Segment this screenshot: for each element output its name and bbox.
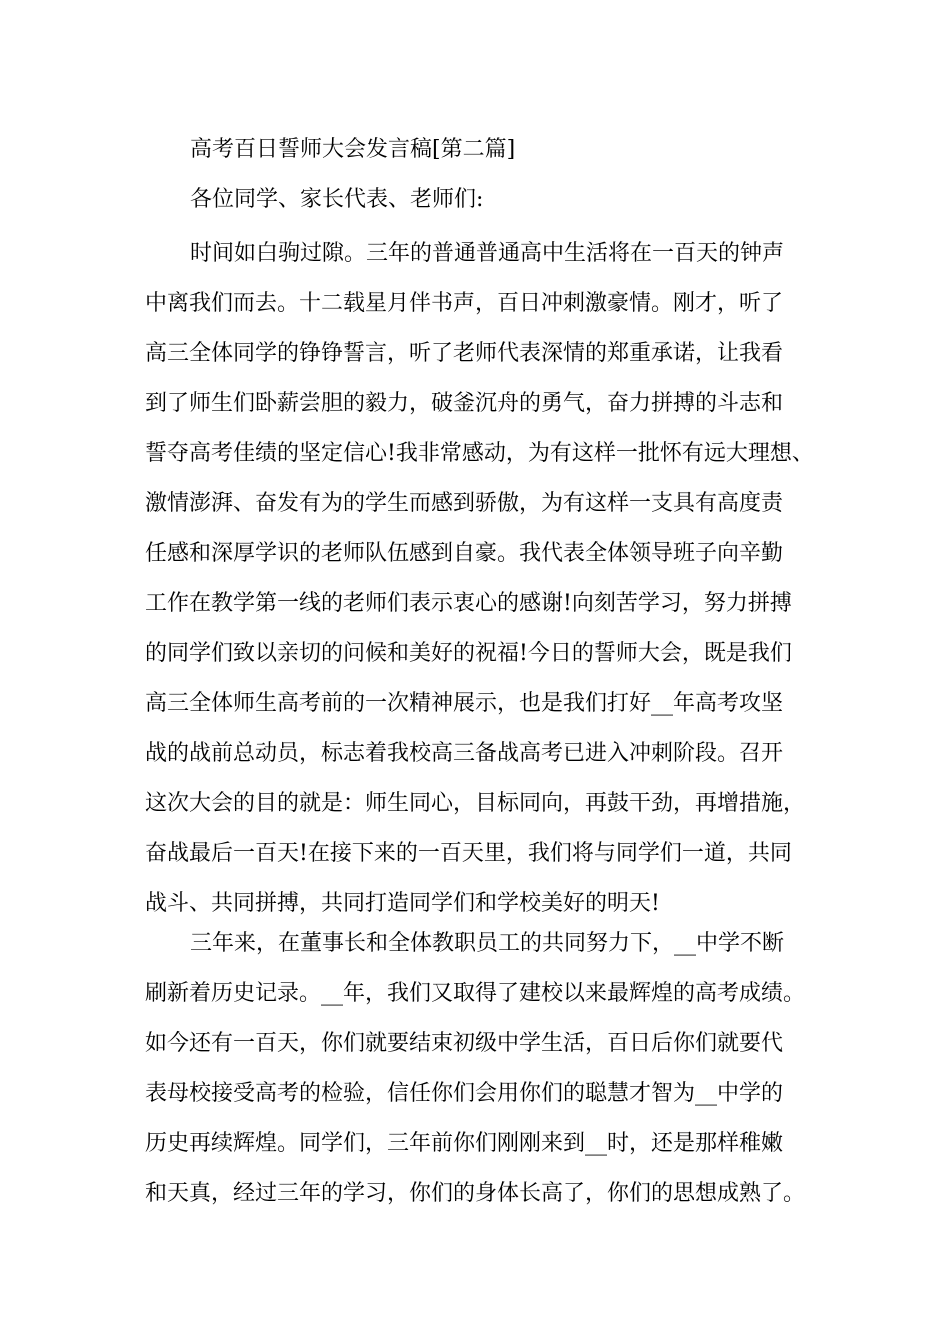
text-line: 表母校接受高考的检验，信任你们会用你们的聪慧才智为__中学的	[145, 1081, 784, 1106]
text-line: 任感和深厚学识的老师队伍感到自豪。我代表全体领导班子向辛勤	[145, 541, 784, 566]
document-title: 高考百日誓师大会发言稿[第二篇]	[190, 137, 516, 162]
text-line: 的同学们致以亲切的问候和美好的祝福!今日的誓师大会，既是我们	[145, 641, 792, 666]
text-line: 这次大会的目的就是：师生同心，目标同向，再鼓干劲，再增措施，	[145, 791, 806, 816]
text-line: 誓夺高考佳绩的坚定信心!我非常感动，为有这样一批怀有远大理想、	[145, 441, 814, 466]
text-line: 高三全体同学的铮铮誓言，听了老师代表深情的郑重承诺，让我看	[145, 341, 784, 366]
paragraph-2	[145, 919, 825, 1219]
text-line: 刷新着历史记录。__年，我们又取得了建校以来最辉煌的高考成绩。	[145, 981, 806, 1006]
text-line: 战的战前总动员，标志着我校高三备战高考已进入冲刺阶段。召开	[145, 741, 784, 766]
text-line: 和天真，经过三年的学习，你们的身体长高了，你们的思想成熟了。	[145, 1181, 806, 1206]
text-line: 高三全体师生高考前的一次精神展示，也是我们打好__年高考攻坚	[145, 691, 784, 716]
text-line: 三年来，在董事长和全体教职员工的共同努力下，__中学不断	[190, 931, 785, 956]
text-line: 如今还有一百天，你们就要结束初级中学生活，百日后你们就要代	[145, 1031, 784, 1056]
salutation: 各位同学、家长代表、老师们:	[190, 187, 484, 212]
text-line: 历史再续辉煌。同学们，三年前你们刚刚来到__时，还是那样稚嫩	[145, 1131, 784, 1156]
text-line: 战斗、共同拼搏，共同打造同学们和学校美好的明天!	[145, 891, 660, 916]
text-line: 时间如白驹过隙。三年的普通普通高中生活将在一百天的钟声	[190, 241, 785, 266]
text-line: 中离我们而去。十二载星月伴书声，百日冲刺激豪情。刚才，听了	[145, 291, 784, 316]
text-line: 激情澎湃、奋发有为的学生而感到骄傲，为有这样一支具有高度责	[145, 491, 784, 516]
text-line: 到了师生们卧薪尝胆的毅力，破釜沉舟的勇气，奋力拼搏的斗志和	[145, 391, 784, 416]
paragraph-1	[145, 229, 825, 929]
text-line: 工作在教学第一线的老师们表示衷心的感谢!向刻苦学习，努力拼搏	[145, 591, 792, 616]
text-line: 奋战最后一百天!在接下来的一百天里，我们将与同学们一道，共同	[145, 841, 792, 866]
